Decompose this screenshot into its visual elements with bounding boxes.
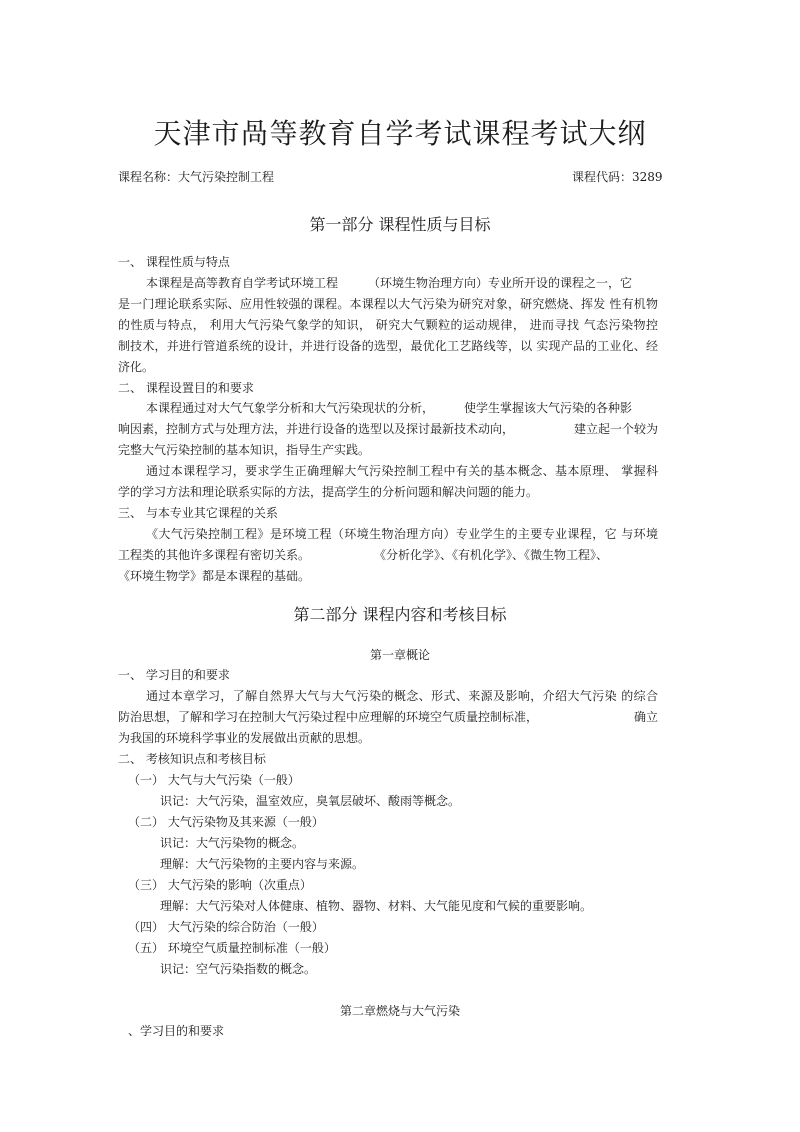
paragraph-line: 本课程是高等教育自学考试环境工程 （环境生物治理方向）专业所开设的课程之一，它 (146, 276, 633, 290)
chapter1-section2-title: 二、 考核知识点和考核目标 (118, 752, 266, 766)
part1-heading: 第一部分 课程性质与目标 (309, 215, 491, 234)
knowledge-point: （五） 环境空气质量控制标准（一般） (128, 941, 336, 955)
knowledge-detail: 识记：大气污染，温室效应，臭氧层破坏、酸雨等概念。 (160, 794, 461, 808)
course-name: 课程名称：大气污染控制工程 (118, 170, 275, 184)
course-code: 课程代码：3289 (572, 170, 663, 184)
chapter2-section1-title: 、学习目的和要求 (128, 1024, 225, 1038)
paragraph-line: 的性质与特点， 利用大气污染气象学的知识， 研究大气颗粒的运动规律， 进而寻找 气态污染物控 (118, 318, 658, 332)
paragraph-line: 制技术，并进行管道系统的设计，并进行设备的选型，最优化工艺路线等，以 实现产品的工业化、经 (118, 339, 658, 353)
knowledge-point: （四） 大气污染的综合防治（一般） (128, 920, 324, 934)
paragraph-line: 济化。 (118, 360, 155, 374)
chapter1-title: 第一章概论 (369, 648, 430, 662)
chapter1-section1-title: 一、 学习目的和要求 (118, 668, 230, 682)
paragraph-line: 通过本章学习，了解自然界大气与大气污染的概念、形式、来源及影响，介绍大气污染 的综合 (146, 689, 658, 703)
knowledge-detail: 理解：大气污染对人体健康、植物、器物、材料、大气能见度和气候的重要影响。 (160, 899, 593, 913)
paragraph-line: 《大气污染控制工程》是环境工程（环境生物治理方向）专业学生的主要专业课程，它 与环境 (146, 527, 658, 541)
chapter2-title: 第二章燃烧与大气污染 (339, 1004, 460, 1018)
knowledge-point: （二） 大气污染物及其来源（一般） (128, 815, 324, 829)
paragraph-line: 学的学习方法和理论联系实际的方法，提高学生的分析问题和解决问题的能力。 (118, 485, 539, 499)
paragraph-line: 响因素，控制方式与处理方法，并进行设备的选型以及探讨最新技术动向， 建立起一个较为 (118, 422, 659, 436)
paragraph-line: 本课程通过对大气气象学分析和大气污染现状的分析， 使学生掌握该大气污染的各种影 (146, 401, 633, 415)
paragraph-line: 完整大气污染控制的基本知识，指导生产实践。 (118, 443, 371, 457)
knowledge-detail: 识记：空气污染指数的概念。 (160, 962, 317, 976)
paragraph-line: 为我国的环境科学事业的发展做出贡献的思想。 (118, 731, 371, 745)
paragraph-line: 通过本课程学习，要求学生正确理解大气污染控制工程中有关的基本概念、基本原理、 掌握科 (146, 464, 658, 478)
knowledge-point: （三） 大气污染的影响（次重点） (128, 878, 312, 892)
part1-section1-title: 一、 课程性质与特点 (118, 255, 230, 269)
part1-section2-title: 二、 课程设置目的和要求 (118, 381, 254, 395)
document-title: 天津市咼等教育自学考试课程考试大纲 (153, 117, 647, 150)
paragraph-line: 防治思想，了解和学习在控制大气污染过程中应理解的环境空气质量控制标准， 确立 (118, 710, 659, 724)
knowledge-detail: 识记：大气污染物的概念。 (160, 836, 305, 850)
paragraph-line: 工程类的其他许多课程有密切关系。 《分析化学》、《有机化学》、《微生物工程》、 (118, 548, 609, 562)
part2-heading: 第二部分 课程内容和考核目标 (293, 605, 507, 624)
part1-section3-title: 三、 与本专业其它课程的关系 (118, 506, 278, 520)
paragraph-line: 是一门理论联系实际、应用性较强的课程。本课程以大气污染为研究对象，研究燃烧、挥发 性有机物 (118, 297, 658, 311)
knowledge-point: （一） 大气与大气污染（一般） (128, 773, 300, 787)
paragraph-line: 《环境生物学》都是本课程的基础。 (118, 569, 311, 583)
knowledge-detail: 理解：大气污染物的主要内容与来源。 (160, 857, 365, 871)
